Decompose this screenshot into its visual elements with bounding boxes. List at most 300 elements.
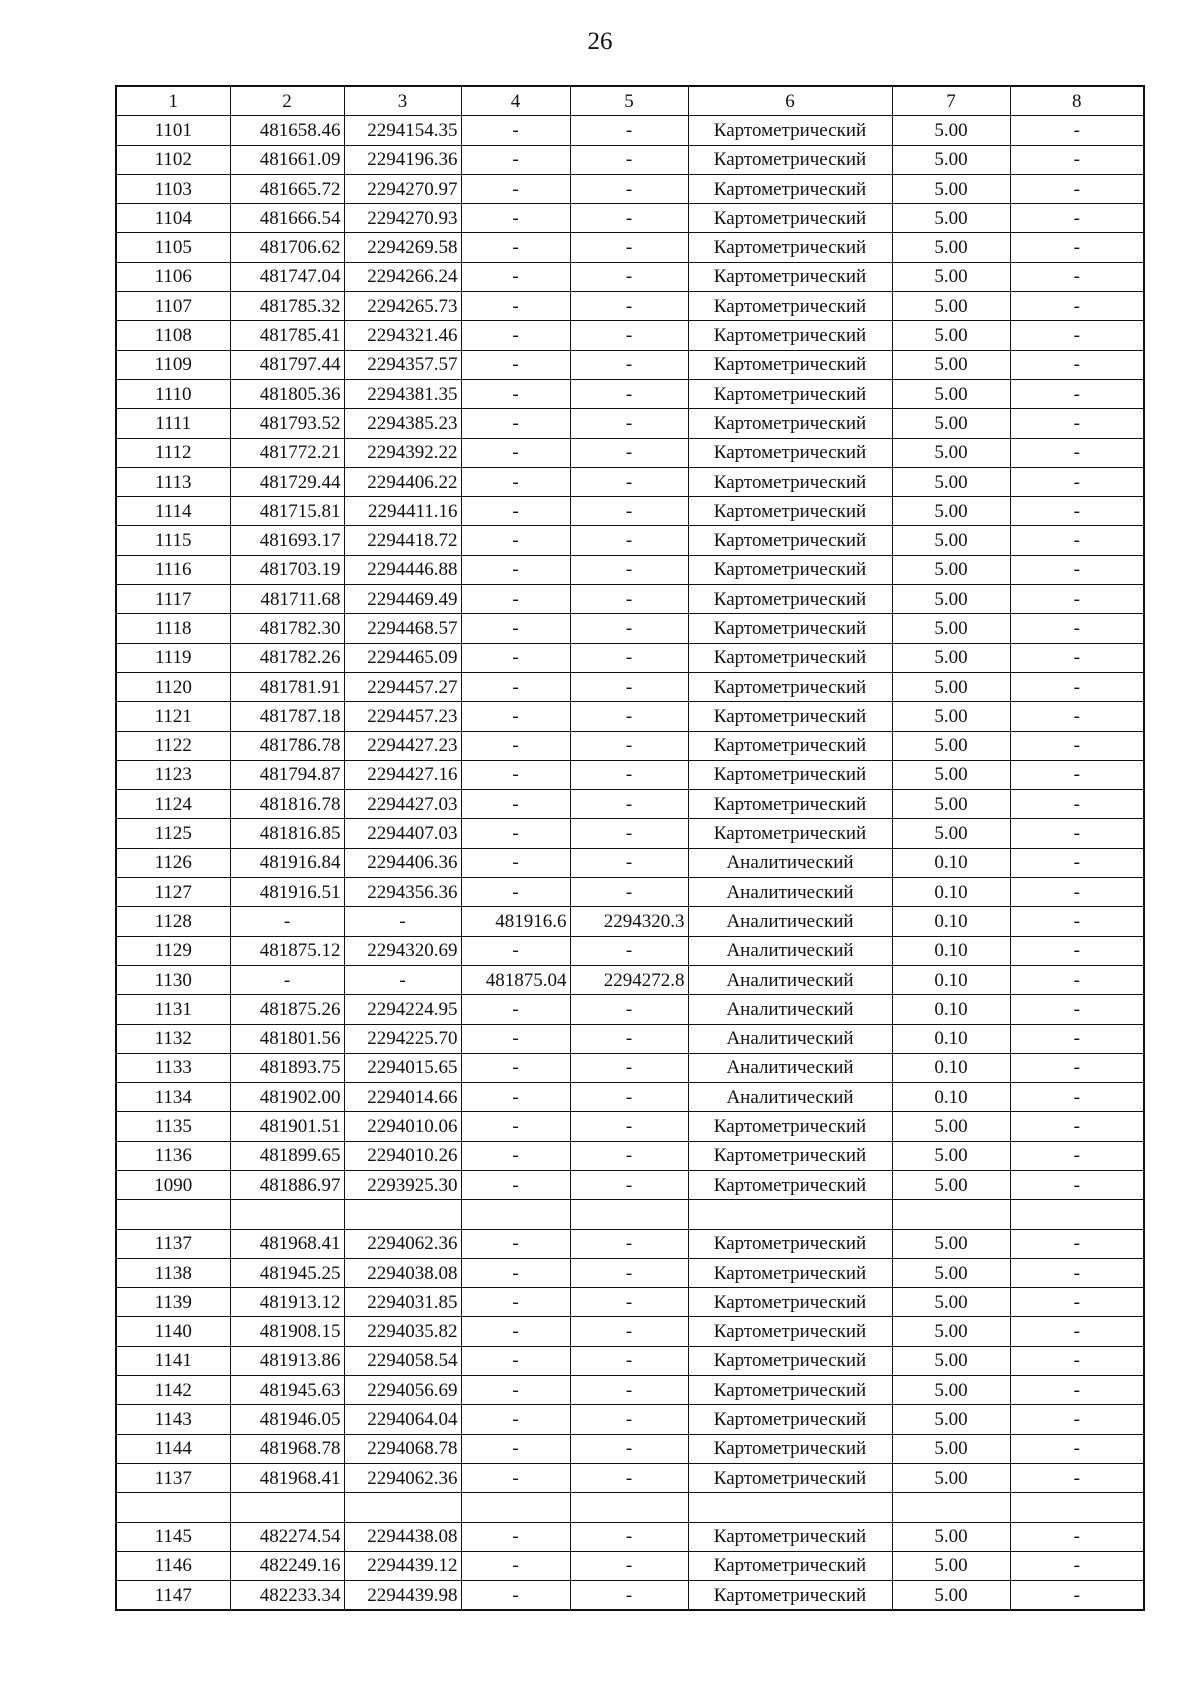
column-header-3: 3 bbox=[344, 86, 461, 116]
table-cell: 2294321.46 bbox=[344, 321, 461, 350]
table-cell: - bbox=[1010, 614, 1144, 643]
table-row bbox=[116, 995, 1144, 1024]
table-cell: Картометрический bbox=[688, 379, 892, 408]
table-cell: 0.10 bbox=[892, 1083, 1010, 1112]
table-cell: 1121 bbox=[116, 702, 230, 731]
table-cell: 2294058.54 bbox=[344, 1346, 461, 1375]
table-row bbox=[116, 1317, 1144, 1346]
table-cell: Аналитический bbox=[688, 936, 892, 965]
table-cell: 5.00 bbox=[892, 116, 1010, 145]
table-row bbox=[116, 1463, 1144, 1492]
table-cell: - bbox=[1010, 409, 1144, 438]
table-cell: - bbox=[1010, 1434, 1144, 1463]
table-cell: - bbox=[461, 1288, 570, 1317]
table-cell: 2294406.22 bbox=[344, 467, 461, 496]
table-cell: 5.00 bbox=[892, 555, 1010, 584]
table-row bbox=[116, 585, 1144, 614]
table-cell: 2294196.36 bbox=[344, 145, 461, 174]
table-row bbox=[116, 292, 1144, 321]
table-cell: - bbox=[461, 848, 570, 877]
coordinates-table bbox=[115, 85, 1145, 1611]
table-cell: Картометрический bbox=[688, 1376, 892, 1405]
table-cell: 1116 bbox=[116, 555, 230, 584]
table-cell bbox=[230, 1200, 344, 1229]
table-cell: 1118 bbox=[116, 614, 230, 643]
table-cell: 481786.78 bbox=[230, 731, 344, 760]
table-row bbox=[116, 321, 1144, 350]
table-cell: 481805.36 bbox=[230, 379, 344, 408]
table-cell: 481968.78 bbox=[230, 1434, 344, 1463]
table-cell: 2294439.98 bbox=[344, 1581, 461, 1611]
table-cell: - bbox=[1010, 585, 1144, 614]
table-cell: - bbox=[570, 497, 688, 526]
table-cell: 1132 bbox=[116, 1024, 230, 1053]
table-cell: - bbox=[1010, 526, 1144, 555]
table-cell: 2294064.04 bbox=[344, 1405, 461, 1434]
table-cell: 5.00 bbox=[892, 1317, 1010, 1346]
table-row bbox=[116, 1112, 1144, 1141]
table-cell: 0.10 bbox=[892, 936, 1010, 965]
table-cell: 1131 bbox=[116, 995, 230, 1024]
table-row bbox=[116, 936, 1144, 965]
table-cell: 482233.34 bbox=[230, 1581, 344, 1611]
table-cell bbox=[344, 1200, 461, 1229]
table-cell bbox=[570, 1200, 688, 1229]
table-cell: Аналитический bbox=[688, 965, 892, 994]
table-cell: - bbox=[570, 1170, 688, 1199]
table-cell: 481816.85 bbox=[230, 819, 344, 848]
table-cell: 1110 bbox=[116, 379, 230, 408]
table-cell bbox=[461, 1200, 570, 1229]
table-cell: - bbox=[1010, 467, 1144, 496]
table-cell: Картометрический bbox=[688, 409, 892, 438]
table-body bbox=[116, 116, 1144, 1611]
table-cell: Картометрический bbox=[688, 555, 892, 584]
table-cell: - bbox=[461, 1434, 570, 1463]
table-cell: - bbox=[570, 1376, 688, 1405]
table-cell: 1140 bbox=[116, 1317, 230, 1346]
table-cell: - bbox=[461, 731, 570, 760]
table-cell: - bbox=[1010, 555, 1144, 584]
table-cell: - bbox=[1010, 848, 1144, 877]
table-cell: - bbox=[570, 409, 688, 438]
table-cell: 2294439.12 bbox=[344, 1551, 461, 1580]
table-cell: - bbox=[461, 204, 570, 233]
table-cell: 481715.81 bbox=[230, 497, 344, 526]
table-cell: - bbox=[570, 292, 688, 321]
table-cell: 1137 bbox=[116, 1463, 230, 1492]
table-cell: Аналитический bbox=[688, 1053, 892, 1082]
table-cell: 2294457.23 bbox=[344, 702, 461, 731]
table-cell: - bbox=[570, 1581, 688, 1611]
table-cell: - bbox=[1010, 1053, 1144, 1082]
table-cell: 2294010.26 bbox=[344, 1141, 461, 1170]
table-cell: 2294385.23 bbox=[344, 409, 461, 438]
table-row bbox=[116, 878, 1144, 907]
table-cell: - bbox=[461, 819, 570, 848]
table-cell: 5.00 bbox=[892, 1112, 1010, 1141]
table-cell: - bbox=[1010, 145, 1144, 174]
table-cell: - bbox=[570, 1229, 688, 1258]
table-cell: 481781.91 bbox=[230, 672, 344, 701]
table-cell: 5.00 bbox=[892, 1551, 1010, 1580]
table-cell bbox=[230, 1493, 344, 1522]
table-cell: 481913.86 bbox=[230, 1346, 344, 1375]
table-cell: - bbox=[230, 907, 344, 936]
table-cell: - bbox=[570, 204, 688, 233]
table-cell: 2294266.24 bbox=[344, 262, 461, 291]
table-cell: 482274.54 bbox=[230, 1522, 344, 1551]
table-cell: 1117 bbox=[116, 585, 230, 614]
table-cell: 2294438.08 bbox=[344, 1522, 461, 1551]
table-cell: Картометрический bbox=[688, 1581, 892, 1611]
table-row bbox=[116, 731, 1144, 760]
table-cell: 1105 bbox=[116, 233, 230, 262]
table-cell: - bbox=[1010, 790, 1144, 819]
table-cell: 5.00 bbox=[892, 379, 1010, 408]
table-row bbox=[116, 760, 1144, 789]
table-cell: 2294320.69 bbox=[344, 936, 461, 965]
table-cell: 481902.00 bbox=[230, 1083, 344, 1112]
table-cell: 481968.41 bbox=[230, 1229, 344, 1258]
table-cell: 5.00 bbox=[892, 702, 1010, 731]
table-cell: 5.00 bbox=[892, 790, 1010, 819]
table-cell: - bbox=[1010, 292, 1144, 321]
table-cell: 5.00 bbox=[892, 526, 1010, 555]
table-cell: Картометрический bbox=[688, 262, 892, 291]
table-cell: - bbox=[570, 585, 688, 614]
table-cell: - bbox=[1010, 878, 1144, 907]
table-cell: Картометрический bbox=[688, 1229, 892, 1258]
table-cell: 2294035.82 bbox=[344, 1317, 461, 1346]
table-cell: 481693.17 bbox=[230, 526, 344, 555]
table-row bbox=[116, 907, 1144, 936]
table-cell: 5.00 bbox=[892, 409, 1010, 438]
table-cell: - bbox=[1010, 1229, 1144, 1258]
table-cell: - bbox=[461, 1376, 570, 1405]
table-cell: 2294468.57 bbox=[344, 614, 461, 643]
table-cell: - bbox=[461, 702, 570, 731]
table-cell: - bbox=[1010, 907, 1144, 936]
table-cell: Аналитический bbox=[688, 907, 892, 936]
table-cell: Картометрический bbox=[688, 497, 892, 526]
table-cell: 481665.72 bbox=[230, 174, 344, 203]
table-cell: - bbox=[570, 731, 688, 760]
table-cell: Картометрический bbox=[688, 350, 892, 379]
table-cell: - bbox=[570, 878, 688, 907]
table-cell: 5.00 bbox=[892, 438, 1010, 467]
table-cell: - bbox=[1010, 262, 1144, 291]
table-cell: 1104 bbox=[116, 204, 230, 233]
table-cell: 1126 bbox=[116, 848, 230, 877]
table-cell: - bbox=[1010, 1288, 1144, 1317]
table-cell: - bbox=[1010, 995, 1144, 1024]
table-cell: - bbox=[461, 878, 570, 907]
table-cell: 5.00 bbox=[892, 1405, 1010, 1434]
table-cell: 2294224.95 bbox=[344, 995, 461, 1024]
table-cell: 481899.65 bbox=[230, 1141, 344, 1170]
table-row bbox=[116, 702, 1144, 731]
column-header-7: 7 bbox=[892, 86, 1010, 116]
table-cell: Картометрический bbox=[688, 145, 892, 174]
table-cell: - bbox=[1010, 1581, 1144, 1611]
table-cell: 5.00 bbox=[892, 1522, 1010, 1551]
table-cell: - bbox=[1010, 1405, 1144, 1434]
table-cell: 1133 bbox=[116, 1053, 230, 1082]
table-cell: 2294418.72 bbox=[344, 526, 461, 555]
table-cell: 5.00 bbox=[892, 1463, 1010, 1492]
table-cell: Картометрический bbox=[688, 1170, 892, 1199]
table-cell: 5.00 bbox=[892, 145, 1010, 174]
table-cell: 1113 bbox=[116, 467, 230, 496]
table-cell: - bbox=[570, 467, 688, 496]
table-cell: Картометрический bbox=[688, 819, 892, 848]
table-cell: - bbox=[461, 1141, 570, 1170]
table-cell: 481945.25 bbox=[230, 1258, 344, 1287]
table-cell: - bbox=[570, 819, 688, 848]
table-cell: 5.00 bbox=[892, 1346, 1010, 1375]
table-cell: 1115 bbox=[116, 526, 230, 555]
table-cell: 5.00 bbox=[892, 497, 1010, 526]
table-row bbox=[116, 965, 1144, 994]
table-cell: - bbox=[1010, 643, 1144, 672]
table-row bbox=[116, 1493, 1144, 1522]
table-cell bbox=[116, 1493, 230, 1522]
table-cell: - bbox=[1010, 1522, 1144, 1551]
table-cell: - bbox=[461, 116, 570, 145]
table-cell: - bbox=[570, 1317, 688, 1346]
table-row bbox=[116, 1083, 1144, 1112]
table-row bbox=[116, 438, 1144, 467]
table-cell: - bbox=[1010, 233, 1144, 262]
table-cell: 1135 bbox=[116, 1112, 230, 1141]
table-cell: Картометрический bbox=[688, 1463, 892, 1492]
table-cell: 481875.12 bbox=[230, 936, 344, 965]
table-cell: 1146 bbox=[116, 1551, 230, 1580]
table-cell: Картометрический bbox=[688, 526, 892, 555]
table-row bbox=[116, 1376, 1144, 1405]
table-cell: 2294154.35 bbox=[344, 116, 461, 145]
table-cell: - bbox=[570, 233, 688, 262]
table-cell: 1128 bbox=[116, 907, 230, 936]
table-cell: 5.00 bbox=[892, 233, 1010, 262]
table-cell: - bbox=[461, 1170, 570, 1199]
table-cell: - bbox=[1010, 1376, 1144, 1405]
table-cell: - bbox=[1010, 174, 1144, 203]
table-cell: 482249.16 bbox=[230, 1551, 344, 1580]
table-cell: Картометрический bbox=[688, 614, 892, 643]
table-cell: 1129 bbox=[116, 936, 230, 965]
table-cell: - bbox=[461, 1229, 570, 1258]
table-row bbox=[116, 1170, 1144, 1199]
table-cell: 2294038.08 bbox=[344, 1258, 461, 1287]
table-cell: - bbox=[461, 526, 570, 555]
table-row bbox=[116, 1200, 1144, 1229]
table-cell: 481666.54 bbox=[230, 204, 344, 233]
table-cell: 1137 bbox=[116, 1229, 230, 1258]
table-cell: 5.00 bbox=[892, 204, 1010, 233]
table-cell bbox=[1010, 1200, 1144, 1229]
table-cell: 1111 bbox=[116, 409, 230, 438]
table-row bbox=[116, 1229, 1144, 1258]
table-row bbox=[116, 350, 1144, 379]
table-cell: 1109 bbox=[116, 350, 230, 379]
table-cell: - bbox=[570, 614, 688, 643]
table-cell: 481787.18 bbox=[230, 702, 344, 731]
table-cell: 5.00 bbox=[892, 1376, 1010, 1405]
table-cell: - bbox=[1010, 1346, 1144, 1375]
table-row bbox=[116, 672, 1144, 701]
table-cell: 481908.15 bbox=[230, 1317, 344, 1346]
table-cell: Картометрический bbox=[688, 672, 892, 701]
table-cell: 2294031.85 bbox=[344, 1288, 461, 1317]
table-cell: 481901.51 bbox=[230, 1112, 344, 1141]
table-cell: 1144 bbox=[116, 1434, 230, 1463]
table-row bbox=[116, 1258, 1144, 1287]
table-cell: - bbox=[1010, 1258, 1144, 1287]
table-cell: 2294270.93 bbox=[344, 204, 461, 233]
table-row bbox=[116, 614, 1144, 643]
table-cell: 0.10 bbox=[892, 848, 1010, 877]
header-row bbox=[116, 86, 1144, 116]
table-cell: - bbox=[461, 321, 570, 350]
table-cell: 481729.44 bbox=[230, 467, 344, 496]
table-cell: - bbox=[461, 1581, 570, 1611]
table-cell: 5.00 bbox=[892, 1434, 1010, 1463]
table-cell: Картометрический bbox=[688, 1522, 892, 1551]
table-row bbox=[116, 526, 1144, 555]
table-cell: 481711.68 bbox=[230, 585, 344, 614]
table-cell: Картометрический bbox=[688, 1258, 892, 1287]
table-cell: 0.10 bbox=[892, 878, 1010, 907]
table-cell: 2294457.27 bbox=[344, 672, 461, 701]
table-row bbox=[116, 1024, 1144, 1053]
table-cell: Картометрический bbox=[688, 1141, 892, 1170]
table-cell: 2294272.8 bbox=[570, 965, 688, 994]
table-cell: 1114 bbox=[116, 497, 230, 526]
table-cell: Картометрический bbox=[688, 1112, 892, 1141]
table-cell: 1139 bbox=[116, 1288, 230, 1317]
table-cell: 481772.21 bbox=[230, 438, 344, 467]
table-cell: - bbox=[461, 1317, 570, 1346]
table-cell: 1134 bbox=[116, 1083, 230, 1112]
table-cell: 2294010.06 bbox=[344, 1112, 461, 1141]
table-cell: Картометрический bbox=[688, 790, 892, 819]
table-cell: 481785.32 bbox=[230, 292, 344, 321]
table-cell: - bbox=[1010, 1024, 1144, 1053]
table-cell: 1106 bbox=[116, 262, 230, 291]
table-cell: - bbox=[461, 145, 570, 174]
table-cell: 481886.97 bbox=[230, 1170, 344, 1199]
table-cell: - bbox=[570, 995, 688, 1024]
table-cell: - bbox=[461, 379, 570, 408]
table-cell bbox=[688, 1493, 892, 1522]
table-cell: - bbox=[570, 1405, 688, 1434]
table-cell: - bbox=[1010, 1463, 1144, 1492]
table-row bbox=[116, 409, 1144, 438]
table-cell: - bbox=[461, 936, 570, 965]
table-cell: 2294356.36 bbox=[344, 878, 461, 907]
table-cell: 481785.41 bbox=[230, 321, 344, 350]
table-cell: - bbox=[1010, 438, 1144, 467]
table-cell: 1143 bbox=[116, 1405, 230, 1434]
table-cell: - bbox=[461, 995, 570, 1024]
table-cell: Картометрический bbox=[688, 233, 892, 262]
table-cell: - bbox=[461, 1405, 570, 1434]
table-cell: 2294406.36 bbox=[344, 848, 461, 877]
table-cell: 5.00 bbox=[892, 1581, 1010, 1611]
table-cell: - bbox=[1010, 1083, 1144, 1112]
table-row bbox=[116, 1053, 1144, 1082]
table-cell: - bbox=[461, 643, 570, 672]
table-cell: 1127 bbox=[116, 878, 230, 907]
table-cell: - bbox=[570, 145, 688, 174]
table-cell: Картометрический bbox=[688, 1405, 892, 1434]
table-cell: - bbox=[461, 497, 570, 526]
table-cell: Картометрический bbox=[688, 1434, 892, 1463]
table-cell: - bbox=[570, 1522, 688, 1551]
table-cell: - bbox=[461, 1258, 570, 1287]
table-cell: - bbox=[1010, 965, 1144, 994]
table-cell: 5.00 bbox=[892, 350, 1010, 379]
table-cell: - bbox=[344, 965, 461, 994]
table-cell: 481945.63 bbox=[230, 1376, 344, 1405]
table-cell: - bbox=[1010, 760, 1144, 789]
table-row bbox=[116, 1346, 1144, 1375]
table-row bbox=[116, 116, 1144, 145]
table-cell: Картометрический bbox=[688, 174, 892, 203]
table-cell: Аналитический bbox=[688, 878, 892, 907]
table-cell: - bbox=[570, 1551, 688, 1580]
table-row bbox=[116, 555, 1144, 584]
table-row bbox=[116, 174, 1144, 203]
table-cell: - bbox=[1010, 1317, 1144, 1346]
table-cell: 1130 bbox=[116, 965, 230, 994]
table-cell: Картометрический bbox=[688, 1288, 892, 1317]
table-cell: Картометрический bbox=[688, 1551, 892, 1580]
table-cell: 481916.6 bbox=[461, 907, 570, 936]
table-cell: - bbox=[461, 1551, 570, 1580]
table-cell: - bbox=[461, 438, 570, 467]
table-cell: 1119 bbox=[116, 643, 230, 672]
table-cell: - bbox=[344, 907, 461, 936]
table-cell: 481793.52 bbox=[230, 409, 344, 438]
table-cell: - bbox=[461, 614, 570, 643]
table-cell: Картометрический bbox=[688, 321, 892, 350]
column-header-1: 1 bbox=[116, 86, 230, 116]
table-row bbox=[116, 233, 1144, 262]
table-cell: 481875.04 bbox=[461, 965, 570, 994]
table-cell: 2294381.35 bbox=[344, 379, 461, 408]
table-cell: - bbox=[570, 643, 688, 672]
table-cell: Картометрический bbox=[688, 702, 892, 731]
table-cell: - bbox=[1010, 731, 1144, 760]
table-cell: 481797.44 bbox=[230, 350, 344, 379]
table-cell: 5.00 bbox=[892, 1170, 1010, 1199]
table-cell: Картометрический bbox=[688, 467, 892, 496]
table-cell bbox=[892, 1200, 1010, 1229]
table-cell: - bbox=[570, 379, 688, 408]
table-cell: 5.00 bbox=[892, 643, 1010, 672]
table-cell: 5.00 bbox=[892, 760, 1010, 789]
table-cell: - bbox=[570, 790, 688, 819]
table-row bbox=[116, 379, 1144, 408]
table-cell: 5.00 bbox=[892, 1141, 1010, 1170]
table-cell: 481946.05 bbox=[230, 1405, 344, 1434]
table-cell: 481816.78 bbox=[230, 790, 344, 819]
table-cell: - bbox=[570, 350, 688, 379]
table-cell: Картометрический bbox=[688, 585, 892, 614]
